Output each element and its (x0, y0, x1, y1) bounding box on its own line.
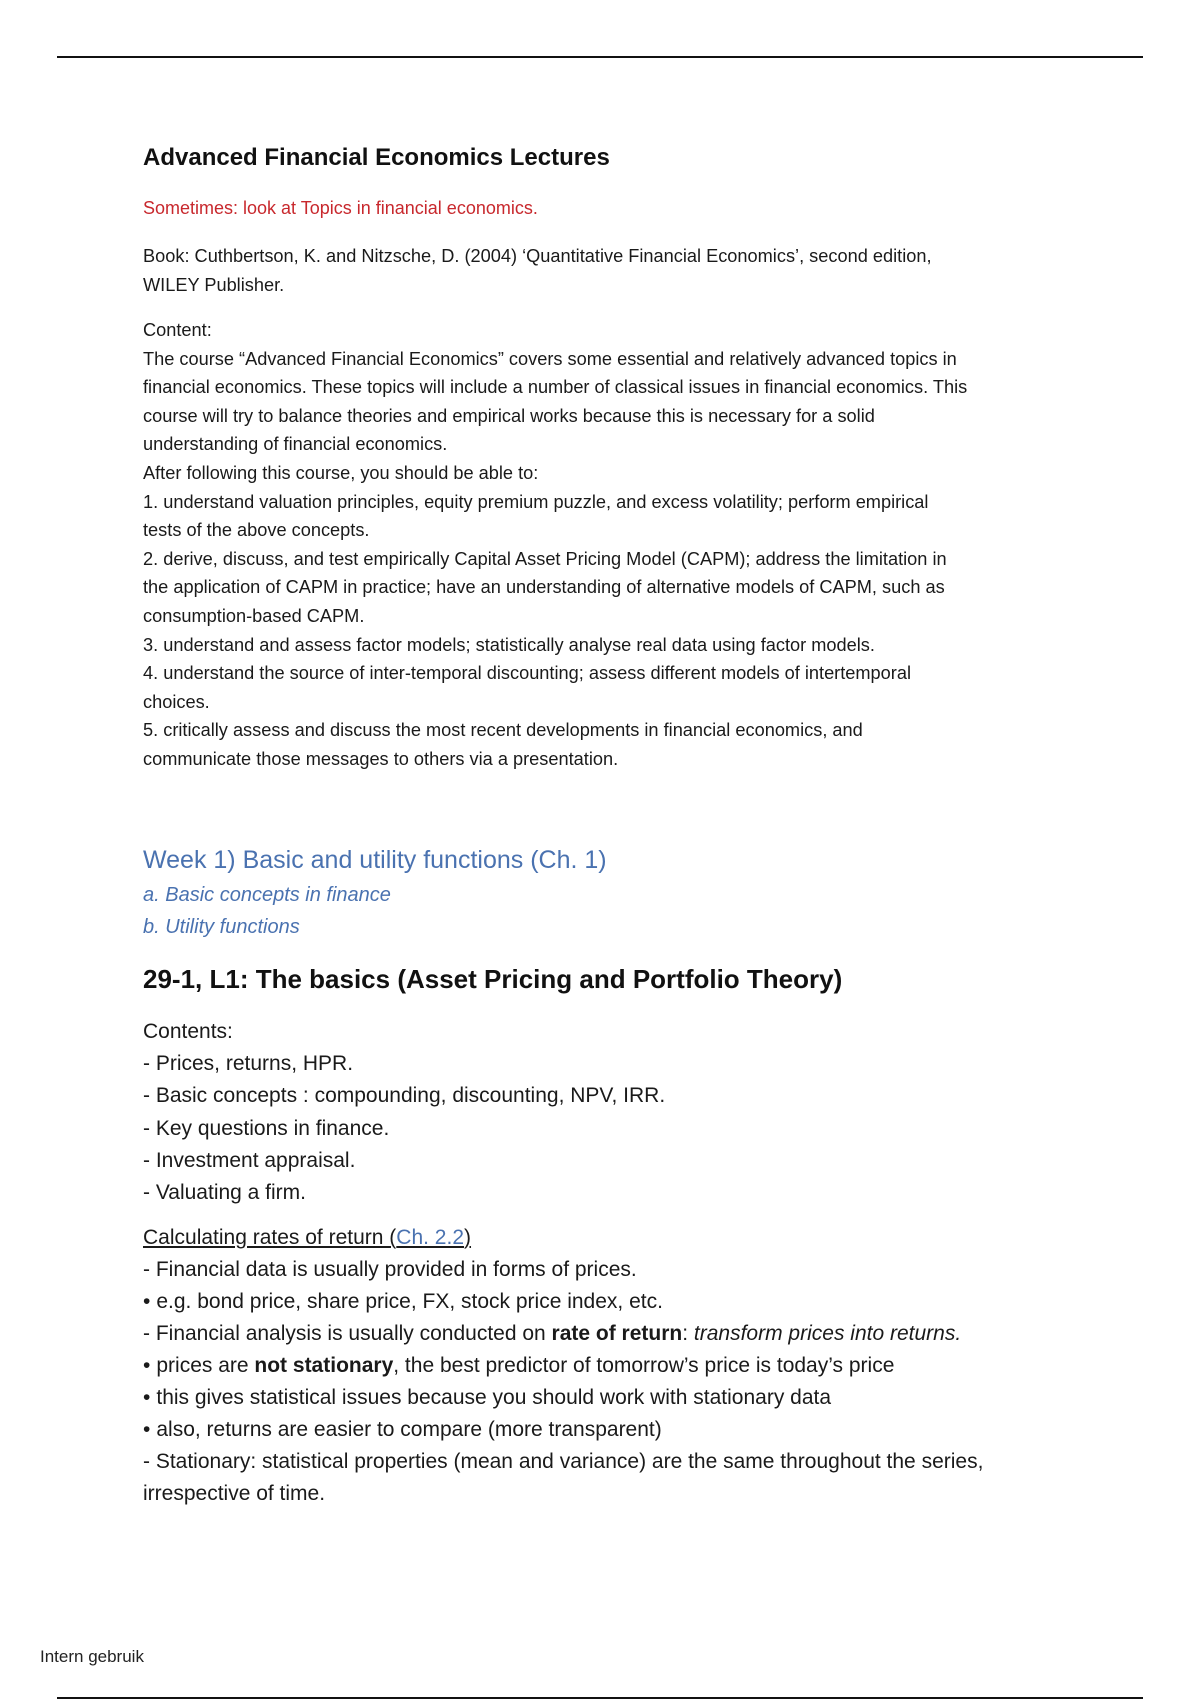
lecture-contents (143, 1016, 1073, 1209)
contents-label: Contents: (143, 1020, 233, 1043)
course-content (143, 316, 1073, 774)
calc-heading-label: Calculating rates of return ( (143, 1226, 397, 1249)
lecture-title: 29-1, L1: The basics (Asset Pricing and Portfolio Theory) (143, 964, 843, 994)
subheading-b: b. Utility functions (143, 916, 300, 938)
content-line: communicate those messages to others via a presentation. (143, 748, 619, 769)
content-line: The course “Advanced Financial Economics” covers some essential and relatively advanced topics in (143, 348, 957, 369)
bottom-rule (57, 1697, 1143, 1699)
content-line: tests of the above concepts. (143, 520, 370, 541)
content-line: 2. derive, discuss, and test empirically Capital Asset Pricing Model (CAPM); address the limitation in (143, 548, 947, 569)
calc-line: - Financial data is usually provided in forms of prices. (143, 1258, 637, 1281)
content-line: course will try to balance theories and empirical works because this is necessary for a solid (143, 405, 875, 426)
book-line: WILEY Publisher. (143, 274, 285, 295)
content-line: After following this course, you should be able to: (143, 462, 539, 483)
contents-item: - Key questions in finance. (143, 1116, 390, 1140)
calc-bullet-text: this gives statistical issues because you should work with stationary data (156, 1386, 832, 1409)
calc-bullet-text: , the best predictor of tomorrow’s price is today’s price (393, 1354, 895, 1377)
bullet-icon: • (143, 1418, 151, 1441)
calc-bullet-text: prices are (156, 1354, 255, 1377)
book-reference (143, 242, 1073, 299)
calc-text: : (682, 1322, 694, 1345)
footer-classification-label: Intern gebruik (40, 1647, 144, 1666)
content-line: consumption-based CAPM. (143, 605, 365, 626)
calc-heading (143, 1222, 1073, 1254)
calc-bold-text: rate of return (551, 1322, 683, 1345)
top-rule (57, 56, 1143, 58)
calc-bullet-line (143, 1382, 1073, 1414)
calc-bullet-line (143, 1414, 1073, 1446)
subheading-a: a. Basic concepts in finance (143, 884, 391, 906)
content-line: 5. critically assess and discuss the most recent developments in financial economics, and (143, 720, 863, 741)
calc-heading-text (143, 1226, 471, 1249)
calculating-returns-section (143, 1222, 1073, 1510)
contents-item: - Basic concepts : compounding, discounting, NPV, IRR. (143, 1084, 666, 1108)
content-label: Content: (143, 320, 212, 340)
calc-italic-text: transform prices into returns. (693, 1322, 962, 1345)
content-line: 4. understand the source of inter-temporal discounting; assess different models of intertemporal (143, 663, 911, 684)
content-line: the application of CAPM in practice; have an understanding of alternative models of CAPM, such as (143, 577, 945, 598)
calc-line: - Stationary: statistical properties (mean and variance) are the same throughout the series, (143, 1450, 984, 1473)
calc-bullet-line (143, 1350, 1073, 1382)
chapter-link[interactable]: Ch. 2.2 (396, 1226, 465, 1249)
bullet-icon: • (143, 1354, 151, 1377)
content-line: choices. (143, 691, 210, 712)
document-title: Advanced Financial Economics Lectures (143, 144, 610, 171)
content-line: financial economics. These topics will include a number of classical issues in financial economics. This (143, 377, 968, 398)
contents-item: - Valuating a firm. (143, 1181, 307, 1205)
calc-bullet-text: e.g. bond price, share price, FX, stock price index, etc. (156, 1290, 663, 1313)
red-note: Sometimes: look at Topics in financial economics. (143, 198, 538, 218)
contents-item: - Investment appraisal. (143, 1148, 356, 1172)
content-line: 1. understand valuation principles, equity premium puzzle, and excess volatility; perform empirical (143, 491, 929, 512)
content-line: 3. understand and assess factor models; statistically analyse real data using factor models. (143, 634, 875, 655)
bullet-icon: • (143, 1386, 151, 1409)
calc-line (143, 1318, 1073, 1350)
calc-bullet-text: also, returns are easier to compare (more transparent) (156, 1418, 662, 1441)
content-line: understanding of financial economics. (143, 434, 448, 455)
calc-bold-text: not stationary (254, 1354, 394, 1377)
week-heading: Week 1) Basic and utility functions (Ch. 1) (143, 846, 607, 874)
calc-line: irrespective of time. (143, 1482, 326, 1505)
book-line: Book: Cuthbertson, K. and Nitzsche, D. (2004) ‘Quantitative Financial Economics’, second edition, (143, 246, 932, 266)
calc-bullet-line (143, 1286, 1073, 1318)
bullet-icon: • (143, 1290, 151, 1313)
calc-text: - Financial analysis is usually conducted on (143, 1322, 552, 1345)
calc-heading-close: ) (464, 1226, 472, 1249)
contents-item: - Prices, returns, HPR. (143, 1052, 354, 1076)
